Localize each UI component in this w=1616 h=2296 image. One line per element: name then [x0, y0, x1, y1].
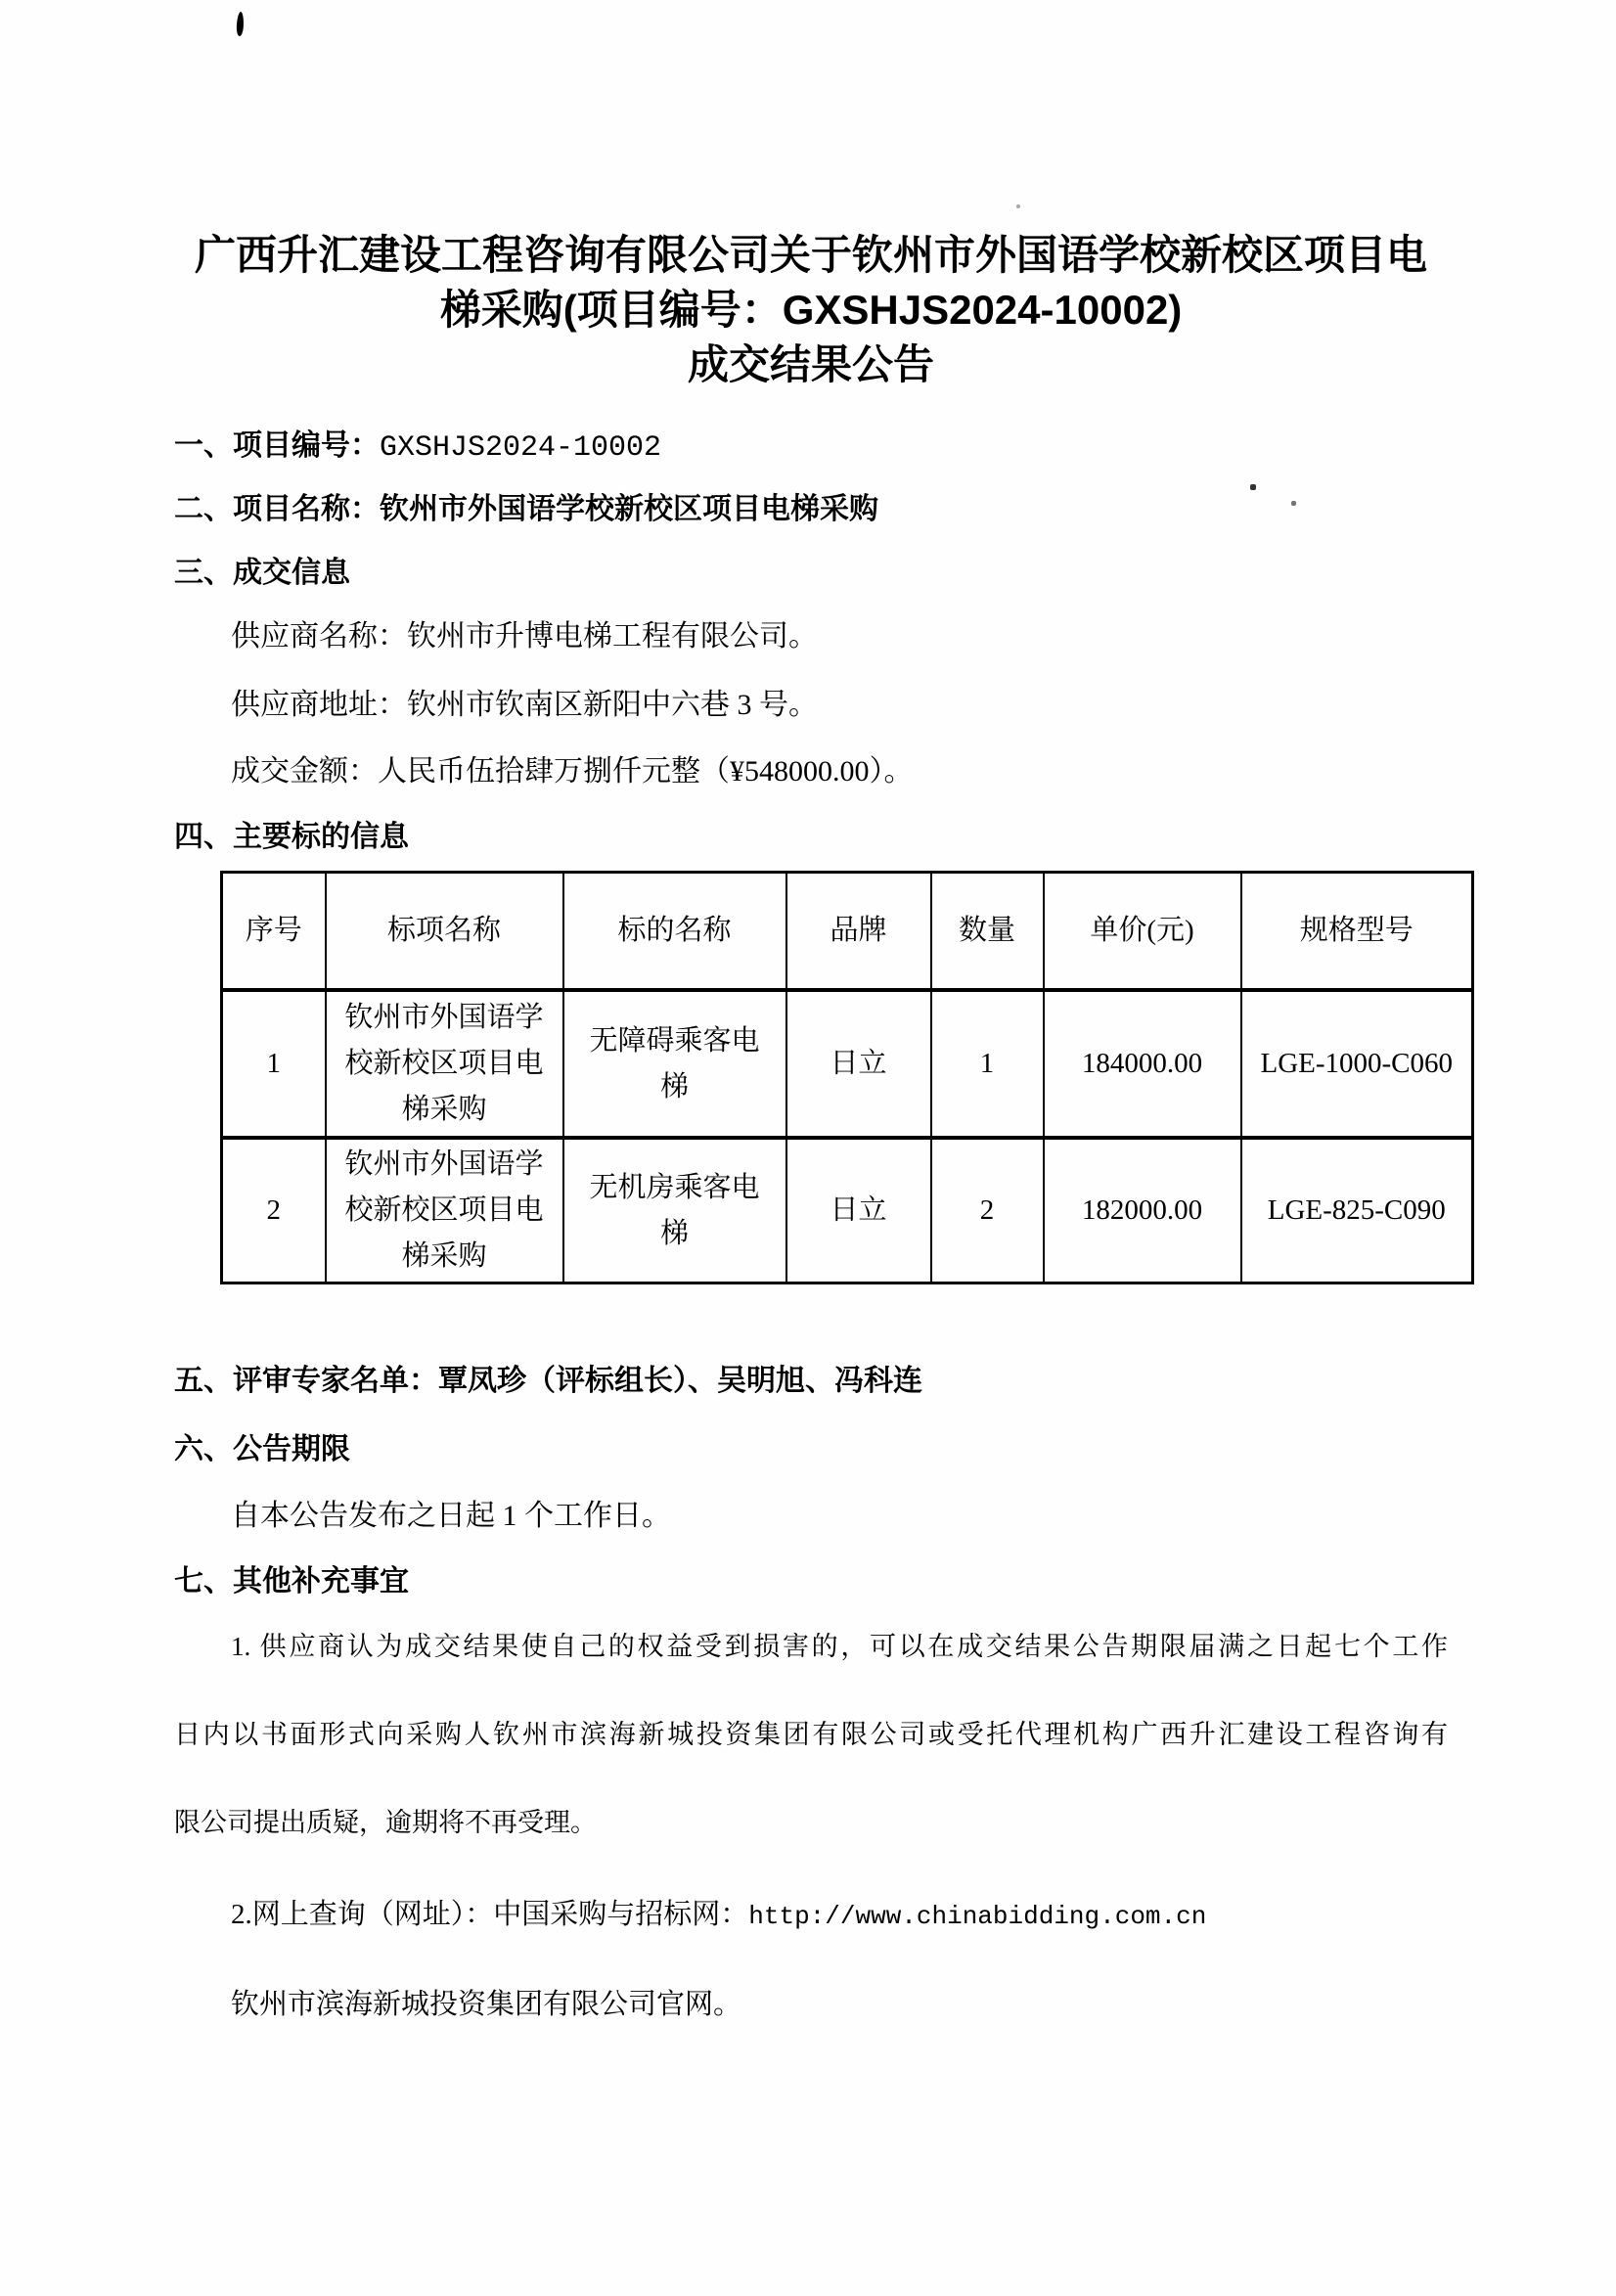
cell-spec-model: LGE-1000-C060 [1241, 990, 1473, 1138]
cell-quantity: 2 [931, 1138, 1044, 1283]
section-expert-list: 五、评审专家名单：覃凤珍（评标组长）、吴明旭、冯科连 [174, 1365, 922, 1397]
section-project-name: 二、项目名称：钦州市外国语学校新校区项目电梯采购 [174, 493, 878, 525]
cell-unit-price: 182000.00 [1044, 1138, 1241, 1283]
cell-quantity: 1 [931, 990, 1044, 1138]
cell-lot-name: 钦州市外国语学校新校区项目电梯采购 [326, 990, 563, 1138]
header-brand: 品牌 [786, 873, 931, 991]
deal-amount-line: 成交金额：人民币伍拾肆万捌仟元整（¥548000.00）。 [231, 755, 914, 788]
cell-unit-price: 184000.00 [1044, 990, 1241, 1138]
table-row [222, 1138, 1473, 1283]
cell-item-name: 无障碍乘客电梯 [563, 990, 786, 1138]
complaint-paragraph [174, 1602, 1448, 1867]
section-notice-period: 六、公告期限 [174, 1433, 350, 1465]
header-seq: 序号 [222, 873, 326, 991]
page-title [174, 228, 1448, 392]
complaint-paragraph-line-1: 1. 供应商认为成交结果使自己的权益受到损害的，可以在成交结果公告期限届满之日起七个工作 [231, 1632, 1448, 1661]
cell-item-name: 无机房乘客电梯 [563, 1138, 786, 1283]
cell-seq: 2 [222, 1138, 326, 1283]
cell-spec-model: LGE-825-C090 [1241, 1138, 1473, 1283]
notice-period-line: 自本公告发布之日起 1 个工作日。 [231, 1500, 671, 1532]
header-quantity: 数量 [931, 873, 1044, 991]
page-title-line-1: 广西升汇建设工程咨询有限公司关于钦州市外国语学校新校区项目电 [194, 232, 1427, 278]
web-query-line [174, 1896, 1448, 1935]
section-other-notes: 七、其他补充事宜 [174, 1565, 409, 1598]
supplier-address-line: 供应商地址：钦州市钦南区新阳中六巷 3 号。 [231, 689, 818, 721]
official-site-line: 钦州市滨海新城投资集团有限公司官网。 [231, 1989, 742, 2020]
section-deal-info: 三、成交信息 [174, 557, 350, 589]
complaint-paragraph-line-2: 日内以书面形式向采购人钦州市滨海新城投资集团有限公司或受托代理机构广西升汇建设工程咨询有 [174, 1720, 1448, 1749]
page-title-line-2: 梯采购(项目编号：GXSHJS2024-10002) [439, 287, 1183, 333]
cell-lot-name: 钦州市外国语学校新校区项目电梯采购 [326, 1138, 563, 1283]
section-bid-info: 四、主要标的信息 [174, 821, 409, 853]
cell-brand: 日立 [786, 1138, 931, 1283]
section-project-number [174, 428, 1448, 467]
project-number-value: GXSHJS2024-10002 [380, 431, 662, 465]
table-row [222, 990, 1473, 1138]
header-unit-price: 单价(元) [1044, 873, 1241, 991]
header-lot-name: 标项名称 [326, 873, 563, 991]
cell-brand: 日立 [786, 990, 931, 1138]
supplier-name-line: 供应商名称：钦州市升博电梯工程有限公司。 [231, 620, 818, 653]
web-query-url: http://www.chinabidding.com.cn [748, 1902, 1207, 1931]
web-query-label: 2.网上查询（网址）：中国采购与招标网： [231, 1899, 749, 1930]
complaint-paragraph-line-3: 限公司提出质疑，逾期将不再受理。 [174, 1808, 597, 1837]
page-title-line-3: 成交结果公告 [687, 341, 934, 387]
header-item-name: 标的名称 [563, 873, 786, 991]
header-spec-model: 规格型号 [1241, 873, 1473, 991]
bid-items-table [220, 871, 1474, 1284]
document-content [174, 0, 1454, 2023]
cell-seq: 1 [222, 990, 326, 1138]
table-header-row [222, 873, 1473, 991]
project-number-label: 一、项目编号： [174, 429, 380, 462]
